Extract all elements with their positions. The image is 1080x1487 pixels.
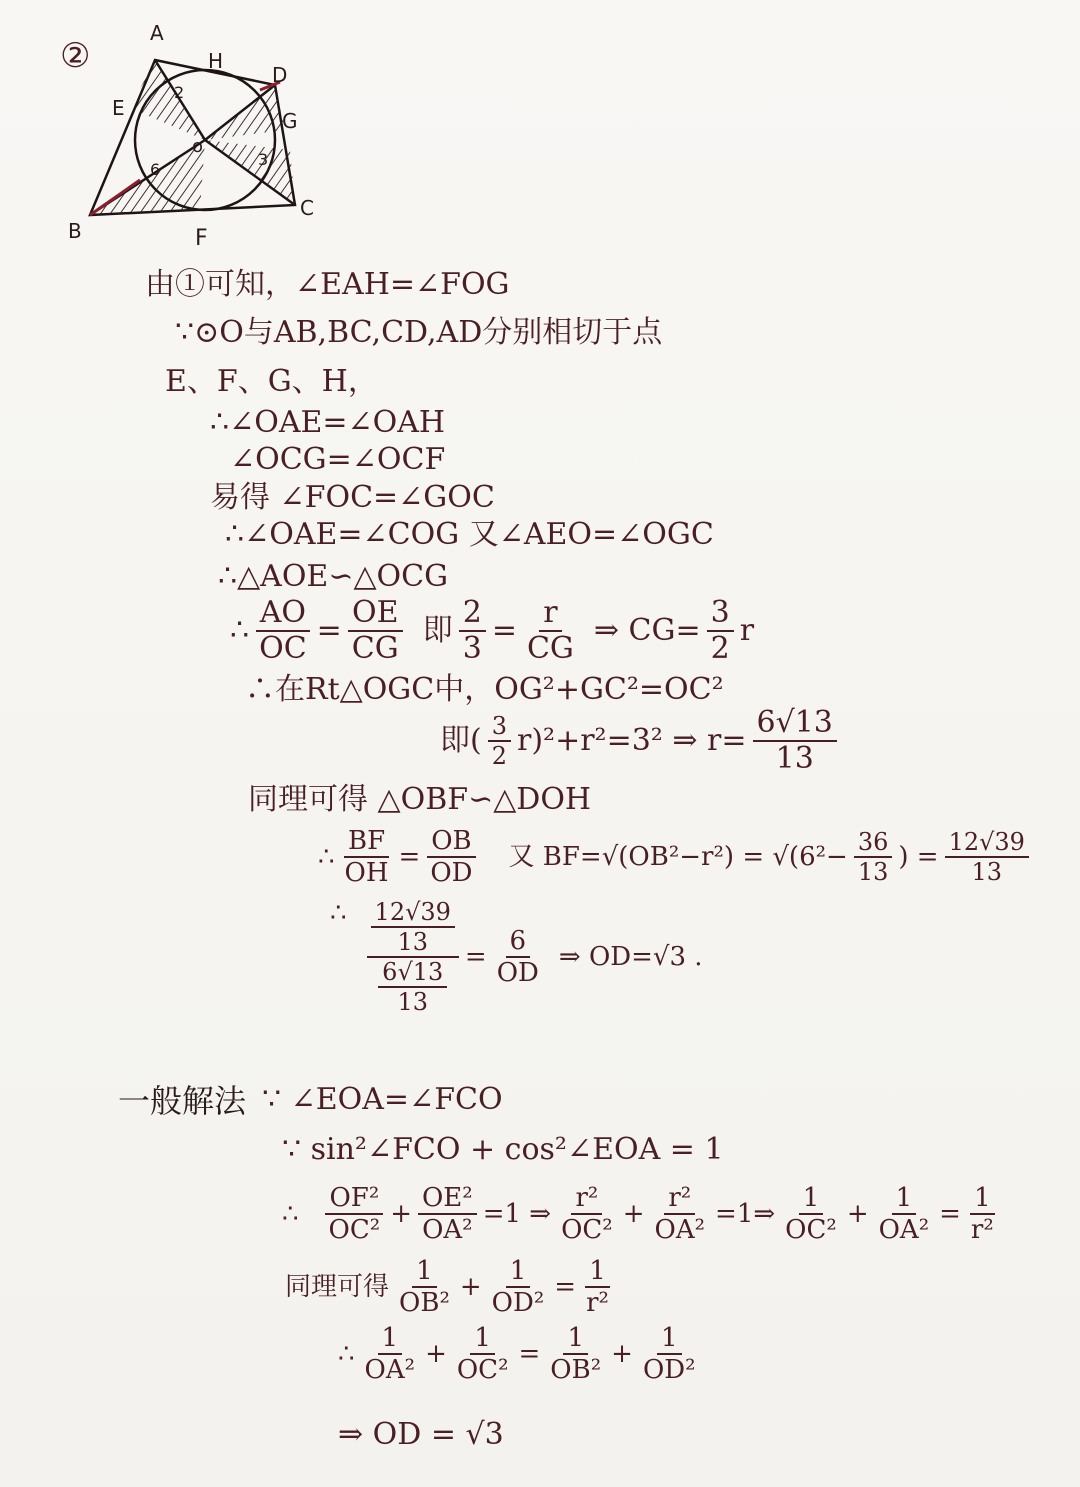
line-1: 由①可知，∠EAH=∠FOG	[145, 267, 510, 302]
line-5: ∠OCG=∠OCF	[230, 442, 446, 477]
line-3: E、F、G、H，	[165, 364, 378, 399]
line-10: ∴在Rt△OGC中，OG²+GC²=OC²	[245, 672, 724, 707]
line-16: ∵ sin²∠FCO + cos²∠EOA = 1	[282, 1132, 724, 1167]
label-D: D	[272, 63, 288, 87]
geometry-figure	[50, 20, 390, 270]
label-F: F	[195, 226, 208, 251]
line-2: ∵⊙O与AB,BC,CD,AD分别相切于点	[175, 315, 663, 350]
line-4: ∴∠OAE=∠OAH	[210, 405, 446, 440]
label-C: C	[300, 196, 314, 220]
line-6: 易得 ∠FOC=∠GOC	[210, 480, 495, 515]
line-9: ∴ $\frac{AO}{OC}$ = $\frac{OE}{CG}$ 即 $\frac{2}{3}$ = $\frac{r}{CG}$ ⇒ CG= $\frac{3}{2}$ r	[230, 595, 755, 666]
label-H: H	[208, 49, 224, 73]
line-7: ∴∠OAE=∠COG 又∠AEO=∠OGC	[225, 517, 714, 552]
line-11: 即( $\frac{3}{2}$ r)²+r²=3² ⇒ r= $\frac{6√13}{13}$	[440, 708, 843, 774]
label-B: B	[68, 219, 82, 243]
line-18: 同理可得 $\frac{1}{\text{OB²}}$ + $\frac{1}{\text{OD²}}$ = $\frac{1}{\text{r²}}$	[285, 1256, 609, 1318]
line-12: 同理可得 △OBF∽△DOH	[248, 782, 592, 817]
line-14: ∴ $\frac{\frac{12√39}{13}}{\frac{6√13}{13}}$ = $\frac{6}{OD}$ ⇒ OD=√3 .	[330, 898, 703, 1016]
line-8: ∴△AOE∽△OCG	[218, 559, 449, 594]
line-13: ∴ $\frac{BF}{OH}$ = $\frac{OB}{OD}$ 又 BF=√(OB²−r²) = √(6²− $\frac{36}{13}$ ) = $\frac{12√39}{13}$	[318, 828, 1035, 886]
label-E: E	[112, 96, 125, 120]
side-label-bo: 6	[150, 160, 161, 179]
side-label-co: 3	[258, 150, 269, 169]
line-15-heading: 一般解法	[118, 1082, 247, 1120]
line-17: ∴ $\frac{\text{OF²}}{\text{OC²}}$ + $\frac{\text{OE²}}{\text{OA²}}$ =1 ⇒ $\frac{\text{r²}}{\text{OC²}}$ + $\frac{\text{r²}}{\text{OA²}}$ =1⇒ $\frac{1}{\text{OC²}}$ + $\frac{1}{\text{OA²}}$ = $\frac{1}{\text{r²}}$	[282, 1183, 994, 1245]
line-19: ∴ $\frac{1}{\text{OA²}}$ + $\frac{1}{\text{OC²}}$ = $\frac{1}{\text{OB²}}$ + $\frac{1}{\text{OD²}}$	[338, 1323, 696, 1385]
problem-marker: ②	[60, 36, 91, 76]
line-20: ⇒ OD = √3	[338, 1417, 504, 1452]
label-A: A	[150, 21, 164, 45]
label-o: o	[192, 136, 204, 157]
line-15: ∵ ∠EOA=∠FCO	[262, 1082, 503, 1117]
side-label-ao: 2	[174, 83, 185, 102]
label-G: G	[282, 109, 298, 133]
